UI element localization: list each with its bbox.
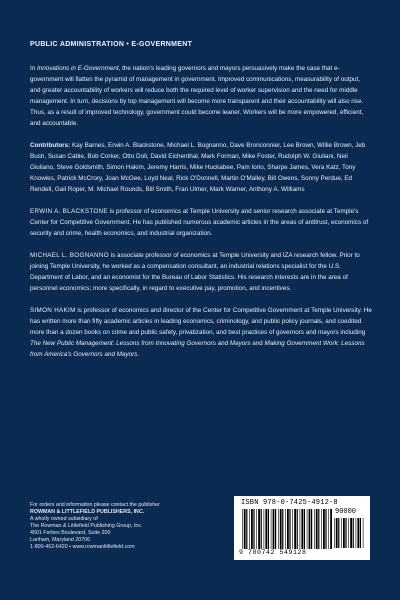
- barcode-bar: [334, 518, 335, 548]
- main-text: [30, 63, 372, 371]
- barcode-bar: [256, 509, 257, 549]
- publisher-phone-web: 1-800-462-6420 • www.rowmanlittlefield.com: [30, 544, 135, 550]
- publisher-subsidiary-line: A wholly owned subsidiary of: [30, 516, 98, 522]
- barcode-bar: [360, 518, 361, 548]
- publisher-city: Lanham, Maryland 20706: [30, 537, 91, 543]
- barcode-bar: [297, 509, 298, 549]
- barcode-bar: [253, 509, 254, 549]
- barcode-bar: [287, 509, 289, 549]
- barcode-bar: [268, 509, 269, 549]
- barcode-bar: [294, 509, 296, 549]
- publisher-address: 4501 Forbes Boulevard, Suite 200: [30, 530, 111, 536]
- author-bio-bognanno: [30, 250, 372, 294]
- author-bio-text: is associate professor of economics at Temple University and IZA research fellow. Prior to joining Temple University, he worked as a compensation consultant, an industrial relations specialist for the U.S. Department of Labor, and an economist for the Bureau of Labor Statistics. His research interests are in the area of personnel economics; more specifically, in regard to executive pay, promotion, and incentives.: [30, 252, 360, 292]
- intro-post: , the nation's leading governors and mayors persuasively make the case that e-government will flatten the pyramid of management in government. Improved communications, measurability of output, and greater accountability of workers will reduce both the required level of worker supervision and the need for middle management. In turn, decisions by top management will become more transparent and their accountability will also rise. Thus, as a result of improved technology, government could become leaner. Workers will be more empowered, efficient, and accountable.: [30, 65, 364, 127]
- ean-digits: 9 780742 549128: [239, 549, 307, 556]
- contributors-list: Kay Barnes, Erwin A. Blackstone, Michael L. Bognanno, Dave Bronconnier, Lee Brown, Willie Brown, Jeb Bush, Susan Cable, Bob Corker, Otto Doll, David Eichenthal, Mark Forman, Mike Foster, Rudolph W. Giuliani, Neil Giuliano, Steve Goldsmith, Simon Hakim, Jeremy Harris, Mike Huckabee, Pam Iorio, Sharpe James, Vera Katz, Tony Knowles, Patrick McCrory, Joan McGee, Loyd Neal, Rick O'Donnell, Martin O'Malley, Bill Owens, Sonny Perdue, Ed Rendell, Gail Roper, M. Michael Rounds, Bill Smith, Fran Ulmer, Mark Warner, Anthony A. Williams: [30, 142, 366, 193]
- barcode-bar: [321, 509, 322, 549]
- barcode-bar: [282, 509, 283, 549]
- barcode-bar: [285, 509, 286, 549]
- barcode-bar: [271, 509, 272, 549]
- barcode-bar: [289, 509, 290, 549]
- barcode-bar: [275, 509, 276, 549]
- intro-pre: In: [30, 65, 38, 72]
- barcode-bar: [261, 509, 262, 549]
- author-bio-text: is professor of economics at Temple University and senior research associate at Temple's Center for Competitive Government. He has published numerous academic articles in the areas of antitrust, economics of security and crime, health economics, and industrial organization.: [30, 208, 369, 237]
- barcode-bar: [264, 509, 265, 549]
- barcode-bar: [244, 509, 246, 549]
- author-bio-blackstone: [30, 206, 372, 239]
- intro-paragraph: [30, 63, 372, 129]
- barcode-bar: [314, 509, 315, 549]
- barcode-bar: [348, 518, 349, 548]
- barcode-bar: [338, 518, 339, 548]
- barcode-bar: [357, 518, 359, 548]
- barcode-bar: [307, 509, 308, 549]
- addon-barcode-bars: [334, 518, 364, 548]
- author-bio-text: is professor of economics and director of the Center for Competitive Government at Temple University. He has written more than fifty academic articles in leading economics, criminology, and public policy journals, and coedited more than a dozen books on crime and public safety, privatization, and best practices of governors and mayors including: [30, 307, 372, 336]
- author-bio-text-end: .: [137, 351, 140, 358]
- barcode-bar: [325, 509, 326, 549]
- isbn-label: ISBN 978-0-7425-4912-8: [241, 499, 338, 507]
- barcode-bar: [328, 509, 329, 549]
- contributors-label: Contributors:: [30, 142, 71, 149]
- barcode-bar: [341, 518, 342, 548]
- barcode-bar: [323, 509, 325, 549]
- barcode-bar: [249, 509, 250, 549]
- series-heading: PUBLIC ADMINISTRATION • E-GOVERNMENT: [30, 41, 193, 48]
- publisher-group: The Rowman & Littlefield Publishing Group, Inc.: [30, 523, 143, 529]
- barcode-bar: [330, 509, 332, 549]
- barcode-bar: [311, 509, 312, 549]
- publisher-name: ROWMAN & LITTLEFIELD PUBLISHERS, INC.: [30, 509, 145, 515]
- barcode-bar: [301, 509, 303, 549]
- book-reference-1: The New Public Management: Lessons from Innovating Governors and Mayors: [30, 340, 251, 347]
- barcode-bar: [309, 509, 311, 549]
- barcode-bar: [304, 509, 305, 549]
- barcode-bar: [258, 509, 260, 549]
- barcode-bar: [345, 518, 346, 548]
- barcode-bar: [300, 509, 301, 549]
- barcode-bar: [292, 509, 293, 549]
- barcode-bar: [353, 518, 354, 548]
- barcode-bar: [316, 509, 318, 549]
- author-name: MICHAEL L. BOGNANNO: [30, 252, 109, 259]
- barcode-bar: [273, 509, 275, 549]
- author-bio-hakim: [30, 305, 372, 360]
- book-title: Innovations in E-Government: [37, 65, 119, 72]
- ean-barcode-bars: [242, 509, 332, 549]
- barcode-bar: [280, 509, 282, 549]
- author-bio-text-mid: and: [250, 340, 265, 347]
- barcode-bar: [246, 509, 247, 549]
- barcode-bar: [363, 518, 364, 548]
- publisher-info: [30, 502, 210, 551]
- barcode-bar: [356, 518, 357, 548]
- contributors-paragraph: [30, 140, 372, 195]
- book-reference-2: Making Government Work: Lessons from America's Governors and Mayors: [30, 340, 365, 358]
- barcode-bar: [251, 509, 253, 549]
- barcode: [234, 496, 370, 560]
- barcode-bar: [242, 509, 243, 549]
- author-name: ERWIN A. BLACKSTONE: [30, 208, 108, 215]
- barcode-bar: [350, 518, 352, 548]
- publisher-contact-line: For orders and information please contact the publisher: [30, 502, 160, 508]
- price-code: 90000: [335, 508, 357, 516]
- barcode-bar: [265, 509, 267, 549]
- barcode-bar: [278, 509, 279, 549]
- author-name: SIMON HAKIM: [30, 307, 76, 314]
- barcode-bar: [336, 518, 338, 548]
- barcode-bar: [318, 509, 319, 549]
- barcode-bar: [343, 518, 345, 548]
